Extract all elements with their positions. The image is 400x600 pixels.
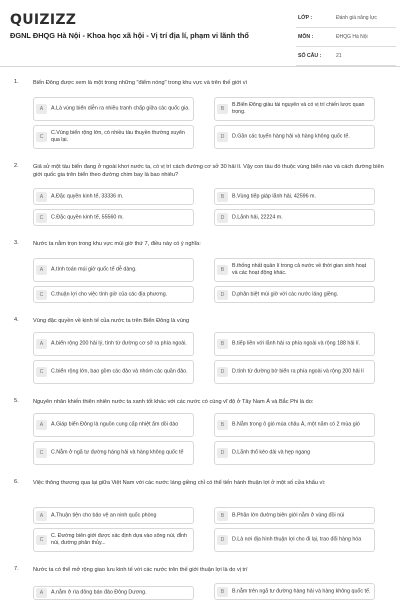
question-text: Việc thông thương qua lại giữa Việt Nam với các nước láng giềng chỉ có thể tiến hành thuận lợi ở một số cửa khẩu vì: xyxy=(33,480,326,486)
answer-option-c[interactable] xyxy=(33,286,194,303)
option-letter-badge: C xyxy=(36,290,47,300)
option-text: D.Là nơi địa hình thuận lợi cho đi lại, trao đổi hàng hóa xyxy=(232,536,362,543)
question-number: 1. xyxy=(14,79,19,85)
meta-value: 21 xyxy=(336,53,342,59)
question-text: Nước ta nằm trọn trong khu vực múi giờ thứ 7, điều này có ý nghĩa: xyxy=(33,241,201,247)
answer-option-a[interactable] xyxy=(33,332,194,356)
option-letter-badge: C xyxy=(36,448,47,458)
answer-option-b[interactable] xyxy=(214,97,375,121)
option-letter-badge: D xyxy=(217,290,228,300)
answer-option-d[interactable] xyxy=(214,125,375,149)
question-number: 4. xyxy=(14,317,19,323)
option-letter-badge: D xyxy=(217,535,228,545)
answer-option-b[interactable] xyxy=(214,413,375,437)
question-number: 7. xyxy=(14,566,19,572)
meta-value: Đánh giá năng lực xyxy=(336,15,377,21)
option-letter-badge: A xyxy=(36,339,47,349)
meta-label: LỚP : xyxy=(298,15,313,21)
answer-option-c[interactable] xyxy=(33,125,194,149)
option-letter-badge: D xyxy=(217,213,228,223)
meta-row-class xyxy=(296,13,396,28)
option-letter-badge: A xyxy=(36,104,47,114)
question-text: Nguyên nhân khiến thiên nhiên nước ta xanh tốt khác với các nước có cùng vĩ độ ở Tây Nam Á và Bắc Phi là do: xyxy=(33,399,314,405)
question-number: 6. xyxy=(14,479,19,485)
answer-option-d[interactable] xyxy=(214,528,375,552)
option-letter-badge: A xyxy=(36,420,47,430)
answer-option-a[interactable] xyxy=(33,413,194,437)
answer-option-b[interactable] xyxy=(214,332,375,356)
worksheet-title: ĐGNL ĐHQG Hà Nội - Khoa học xã hội - Vị trí địa lí, phạm vi lãnh thổ xyxy=(10,31,249,40)
meta-row-count xyxy=(296,51,396,66)
option-text: B.nằm trên ngã tư đường hàng hải và hàng không quốc tế. xyxy=(232,587,371,594)
option-letter-badge: B xyxy=(217,265,228,275)
option-text: D.phân biệt múi giờ với các nước láng giềng. xyxy=(232,290,339,297)
option-text: B.Biển Đông giàu tài nguyên và có vị trí chiến lược quan trọng. xyxy=(232,101,365,115)
answer-option-b[interactable] xyxy=(214,507,375,524)
option-text: B.Vùng tiếp giáp lãnh hải, 42596 m. xyxy=(232,192,316,199)
worksheet-meta xyxy=(296,13,396,70)
meta-value: ĐHQG Hà Nội xyxy=(336,34,368,40)
meta-label: SỐ CÂU : xyxy=(298,53,322,59)
question-text: Biển Đông được xem là một trong những "điểm nóng" trong khu vực và trên thế giới vì xyxy=(33,80,248,86)
answer-option-c[interactable] xyxy=(33,209,194,226)
option-text: D.Lãnh hải, 22224 m. xyxy=(232,213,283,220)
question-number: 3. xyxy=(14,240,19,246)
worksheet-header xyxy=(0,0,400,64)
answer-option-a[interactable] xyxy=(33,507,194,524)
option-letter-badge: B xyxy=(217,587,228,597)
option-letter-badge: B xyxy=(217,339,228,349)
header-divider xyxy=(0,66,400,67)
option-text: A.Giáp biển Đông là nguồn cung cấp nhiệt ẩm dồi dào xyxy=(51,421,179,428)
option-text: A.biển rộng 200 hải lý, tính từ đường cơ sở ra phía ngoài. xyxy=(51,340,187,347)
option-letter-badge: C xyxy=(36,132,47,142)
question-number: 2. xyxy=(14,163,19,169)
option-letter-badge: D xyxy=(217,367,228,377)
option-text: A.nằm ở rìa đông bán đảo Đông Dương. xyxy=(51,589,147,596)
option-letter-badge: D xyxy=(217,448,228,458)
option-letter-badge: C xyxy=(36,213,47,223)
answer-option-d[interactable] xyxy=(214,286,375,303)
answer-option-a[interactable] xyxy=(33,258,194,282)
option-letter-badge: A xyxy=(36,192,47,202)
answer-option-c[interactable] xyxy=(33,360,194,384)
answer-option-d[interactable] xyxy=(214,441,375,465)
option-letter-badge: B xyxy=(217,192,228,202)
option-text: B.tiếp liền với lãnh hải ra phía ngoài và rộng 188 hải lí. xyxy=(232,340,361,347)
option-letter-badge: A xyxy=(36,265,47,275)
answer-option-a[interactable] xyxy=(33,188,194,205)
answer-option-b[interactable] xyxy=(214,583,375,600)
option-letter-badge: B xyxy=(217,420,228,430)
option-text: B.Nằm trong ô gió mùa châu Á, một năm có 2 mùa gió xyxy=(232,421,360,428)
meta-row-subject xyxy=(296,32,396,47)
option-text: D.tính từ đường bờ biển ra phía ngoài và rộng 200 hải lí xyxy=(232,368,364,375)
option-text: A.Thuận tiện cho bảo vệ an ninh quốc phòng xyxy=(51,511,157,518)
option-letter-badge: B xyxy=(217,511,228,521)
answer-option-c[interactable] xyxy=(33,441,194,465)
option-text: D.Lãnh thổ kéo dài và hẹp ngang xyxy=(232,449,311,456)
answer-option-a[interactable] xyxy=(33,586,194,600)
answer-option-a[interactable] xyxy=(33,97,194,121)
answer-option-d[interactable] xyxy=(214,360,375,384)
option-text: A.tính toán múi giờ quốc tế dễ dàng. xyxy=(51,266,137,273)
option-letter-badge: A xyxy=(36,511,47,521)
answer-option-c[interactable] xyxy=(33,528,194,552)
question-number: 5. xyxy=(14,398,19,404)
option-letter-badge: B xyxy=(217,104,228,114)
option-letter-badge: C xyxy=(36,535,47,545)
option-text: C.biển rộng lớn, bao gồm các đảo và nhóm các quần đảo. xyxy=(51,368,188,375)
option-text: B.thống nhất quản lí trong cả nước về thời gian sinh hoạt và các hoạt động khác. xyxy=(232,262,367,276)
option-text: C.thuận lợi cho việc tính giờ của các địa phương. xyxy=(51,290,168,297)
option-letter-badge: C xyxy=(36,367,47,377)
option-letter-badge: D xyxy=(217,132,228,142)
option-letter-badge: A xyxy=(36,588,47,598)
option-text: C.Nằm ở ngã tư đường hàng hải và hàng không quốc tế xyxy=(51,449,184,456)
option-text: C.Vùng biển rộng lớn, có nhiều tàu thuyền thường xuyên qua lại. xyxy=(51,129,185,143)
answer-option-b[interactable] xyxy=(214,258,375,282)
question-text: Nước ta có thể mở rộng giao lưu kinh tế với các nước trên thế giới thuận lợi là do vị trí xyxy=(33,567,248,573)
question-text: Giả sử một tàu biển đang ở ngoài khơi nước ta, có vị trí cách đường cơ sở 30 hải lí. Vậy con tàu đó thuộc vùng biển nào và cách đường biên giới quốc gia trên biển theo đường chim bay là bao nhiêu? xyxy=(33,164,384,178)
question-text: Vùng đặc quyền về kinh tế của nước ta trên Biển Đông là vùng xyxy=(33,318,190,324)
option-text: A.Là vùng biển diễn ra nhiều tranh chấp giữa các quốc gia. xyxy=(51,105,190,112)
option-text: C.Đặc quyền kinh tế, 55560 m. xyxy=(51,213,124,220)
meta-label: MÔN : xyxy=(298,34,314,40)
option-text: D.Gần các tuyến hàng hải và hàng không quốc tế. xyxy=(232,133,350,140)
option-text: A.Đặc quyền kinh tế, 33336 m. xyxy=(51,192,124,199)
quizizz-logo: QUIZIZZ xyxy=(10,12,77,28)
option-text: B.Phần lớn đường biên giới nằm ở vùng đồi núi xyxy=(232,511,345,518)
answer-option-d[interactable] xyxy=(214,209,375,226)
option-text: C. Đường biên giới được xác định dựa vào sông núi, đỉnh núi, đường phân thủy... xyxy=(51,532,187,546)
answer-option-b[interactable] xyxy=(214,188,375,205)
